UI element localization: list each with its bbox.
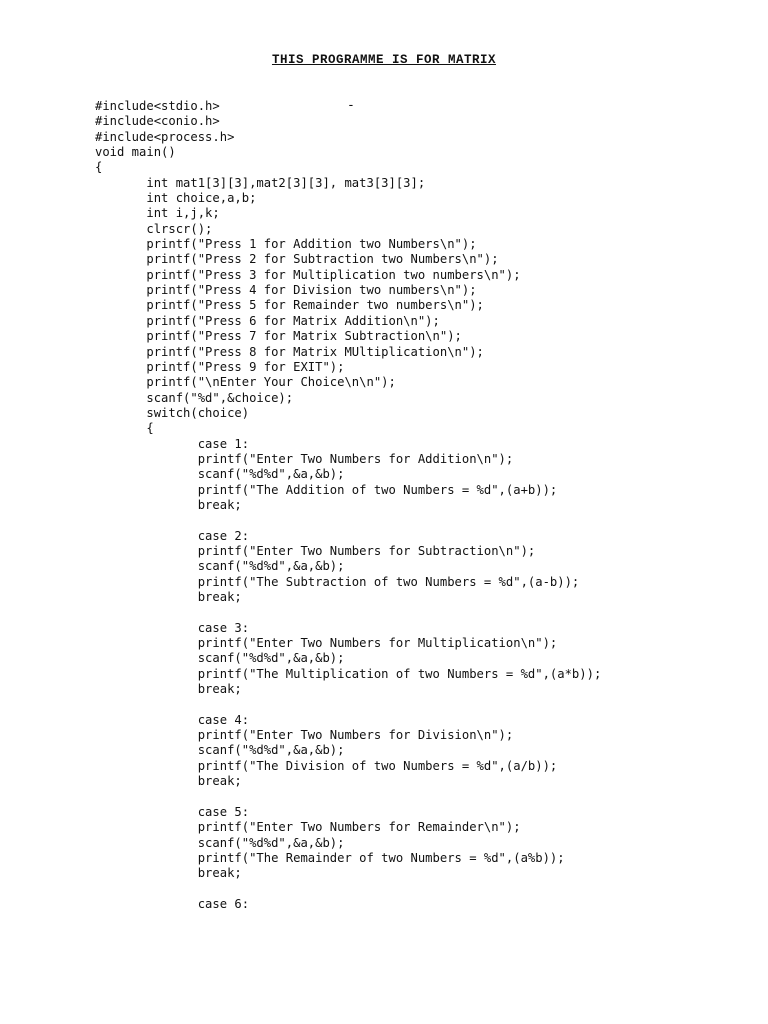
- code-line: [95, 697, 601, 712]
- code-line: printf("The Multiplication of two Numbers = %d",(a*b));: [95, 666, 602, 681]
- code-line: printf("Press 2 for Subtraction two Numbers\n");: [95, 252, 499, 267]
- code-line: printf("Enter Two Numbers for Division\n");: [95, 728, 514, 743]
- page-title: THIS PROGRAMME IS FOR MATRIX: [271, 53, 497, 67]
- code-line: break;: [95, 590, 242, 604]
- code-line: #include<stdio.h>: [95, 99, 220, 113]
- code-line: printf("Enter Two Numbers for Addition\n");: [95, 451, 514, 466]
- code-line: [95, 513, 601, 528]
- code-line: break;: [95, 682, 242, 697]
- code-line: printf("The Division of two Numbers = %d",(a/b));: [95, 758, 558, 773]
- code-line: void main(): [95, 145, 176, 160]
- code-line: printf("Press 6 for Matrix Addition\n");: [95, 313, 440, 328]
- code-line: printf("Press 4 for Division two numbers\n");: [95, 283, 477, 298]
- code-line: case 6:: [95, 896, 250, 911]
- code-line: scanf("%d%d",&a,&b);: [95, 651, 345, 666]
- code-line: break;: [95, 497, 242, 512]
- code-line: printf("Enter Two Numbers for Multiplication\n");: [95, 636, 558, 651]
- code-line: printf("Press 8 for Matrix MUltiplication\n");: [95, 344, 484, 359]
- code-line: {: [95, 160, 103, 175]
- code-line: int mat1[3][3],mat2[3][3], mat3[3][3];: [95, 175, 426, 190]
- code-line: clrscr();: [95, 221, 213, 236]
- code-line: printf("The Remainder of two Numbers = %d",(a%b));: [95, 850, 565, 865]
- code-line: case 5:: [95, 804, 250, 819]
- code-line: printf("\nEnter Your Choice\n\n");: [95, 375, 396, 390]
- code-line: scanf("%d%d",&a,&b);: [95, 743, 345, 758]
- stray-dash-mark: -: [347, 98, 355, 113]
- code-line: printf("Press 9 for EXIT");: [95, 359, 345, 374]
- code-line: #include<process.h>: [95, 129, 235, 144]
- code-line: printf("Enter Two Numbers for Subtraction\n");: [95, 543, 536, 558]
- code-line: [95, 882, 601, 897]
- code-line: case 1:: [95, 436, 250, 451]
- code-line: scanf("%d",&choice);: [95, 390, 294, 405]
- code-line: scanf("%d%d",&a,&b);: [95, 467, 345, 482]
- code-line: {: [95, 421, 154, 436]
- code-line: int i,j,k;: [95, 206, 220, 221]
- code-listing: [95, 99, 601, 912]
- code-line: switch(choice): [95, 405, 250, 420]
- code-line: printf("Press 5 for Remainder two numbers\n");: [95, 298, 484, 313]
- code-line: case 4:: [95, 712, 250, 727]
- code-line: case 2:: [95, 528, 250, 543]
- code-line: printf("The Subtraction of two Numbers = %d",(a-b));: [95, 574, 580, 589]
- code-line: break;: [95, 774, 242, 789]
- code-line: case 3:: [95, 620, 250, 635]
- code-line: scanf("%d%d",&a,&b);: [95, 559, 345, 574]
- code-line: printf("Enter Two Numbers for Remainder\n");: [95, 820, 521, 835]
- code-line: scanf("%d%d",&a,&b);: [95, 835, 345, 850]
- code-line: printf("The Addition of two Numbers = %d",(a+b));: [95, 482, 558, 497]
- code-line: printf("Press 3 for Multiplication two numbers\n");: [95, 267, 521, 282]
- code-line: printf("Press 1 for Addition two Numbers\n");: [95, 237, 477, 252]
- code-line: #include<conio.h>: [95, 114, 220, 129]
- code-line: [95, 605, 601, 620]
- code-line: break;: [95, 866, 242, 881]
- code-line: int choice,a,b;: [95, 191, 257, 206]
- code-line: printf("Press 7 for Matrix Subtraction\n");: [95, 329, 462, 344]
- code-line: [95, 789, 601, 804]
